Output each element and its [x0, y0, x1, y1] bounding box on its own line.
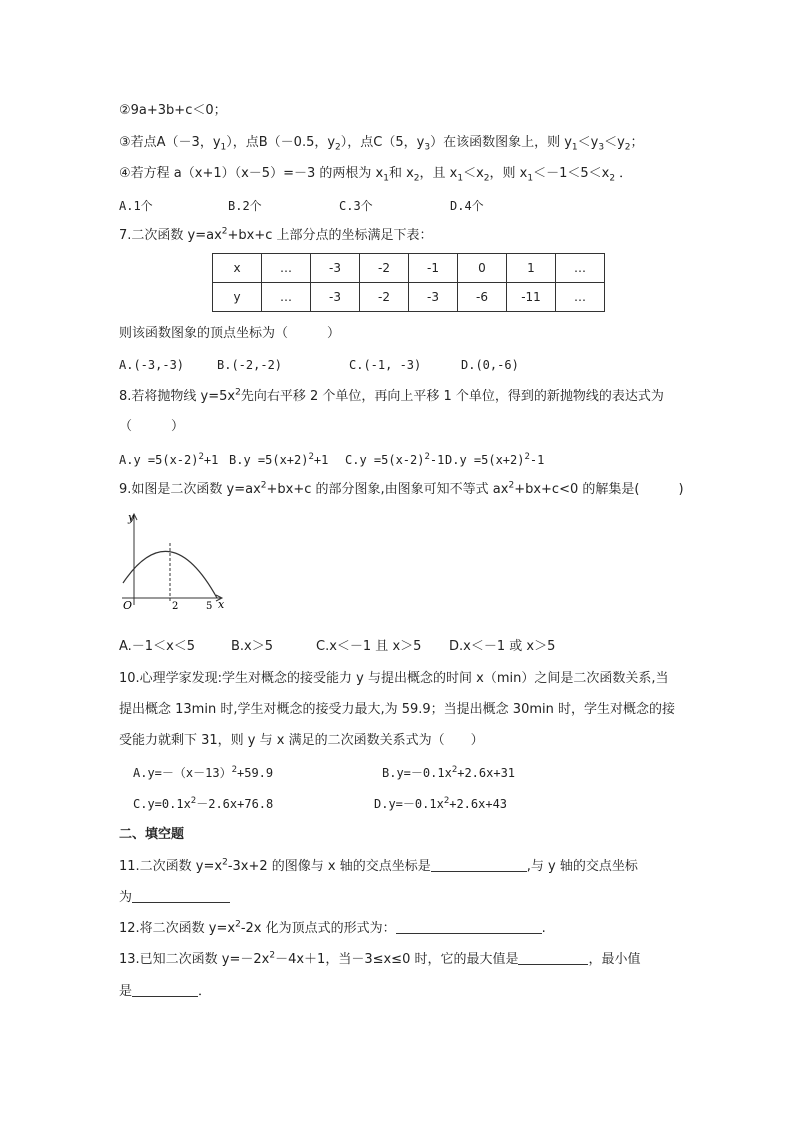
table-cell: 1 [507, 254, 556, 283]
q13-stem-cont [119, 982, 211, 1001]
table-cell: … [556, 254, 605, 283]
q11-stem-cont [119, 888, 230, 907]
subscript: 1 [527, 173, 534, 184]
text-part: -1 [529, 453, 545, 467]
text-part: D.y=－0.1x [374, 797, 444, 811]
answer-blank-x-intercept[interactable] [431, 857, 527, 872]
tick-label-root: 5 [206, 601, 213, 612]
q10-line-2: 提出概念 13min 时,学生对概念的接受力最大,为 59.9；当提出概念 30min 时，学生对概念的接 [119, 702, 675, 717]
q10-line-3: 受能力就剩下 31，则 y 与 x 满足的二次函数关系式为（ ） [119, 733, 484, 748]
q8-option-c[interactable] [345, 451, 444, 469]
statement-number: ④ [119, 166, 131, 181]
q7-option-a[interactable]: A.(-3,-3) [119, 358, 185, 372]
q11-stem [119, 857, 638, 876]
table-cell: -2 [360, 283, 409, 312]
text-part: 12.将二次函数 y=x [119, 921, 236, 936]
text-part: 是 [119, 984, 133, 999]
statement-4 [119, 165, 632, 183]
subscript: 1 [220, 142, 227, 153]
subscript: 3 [598, 142, 605, 153]
q9-parabola-graph [118, 510, 230, 616]
statement-2 [119, 102, 227, 120]
text-part: 9.如图是二次函数 y=ax [119, 482, 261, 497]
q10-line-1: 10.心理学家发现:学生对概念的接受能力 y 与提出概念的时间 x（min）之间是二次函数关系,当 [119, 671, 669, 686]
q9-option-a[interactable]: A.－1＜x＜5 [119, 639, 196, 654]
superscript: 2 [269, 950, 276, 961]
text-part: ）在该函数图象上，则 y [430, 135, 572, 150]
table-cell: -11 [507, 283, 556, 312]
text-part: 11.二次函数 y=x [119, 859, 223, 874]
text-part: ），点C（5，y [340, 135, 425, 150]
q6-option-d[interactable]: D.4个 [450, 199, 484, 213]
subscript: 2 [609, 173, 616, 184]
text-part: C.y =5(x-2) [345, 453, 425, 467]
text-part: 和 x [388, 166, 414, 181]
q8-option-a[interactable] [119, 451, 218, 469]
text-part: ，最小值 [588, 952, 641, 967]
text-part: －4x＋1，当－3≤x≤0 时，它的最大值是 [275, 952, 519, 967]
superscript: 2 [235, 919, 241, 930]
subscript: 2 [413, 173, 420, 184]
text-part: +59.9 [237, 766, 274, 780]
superscript: 2 [190, 796, 197, 806]
q10-option-d[interactable] [374, 795, 507, 813]
text-part: +2.6x+31 [457, 766, 516, 780]
text-part: ； [630, 135, 644, 150]
text-part: ＜y [604, 135, 625, 150]
superscript: 2 [451, 765, 458, 775]
q13-stem [119, 950, 641, 969]
text-part: －2.6x+76.8 [196, 797, 274, 811]
text-part: 13.已知二次函数 y=－2x [119, 952, 270, 967]
table-cell: … [262, 283, 311, 312]
q12-stem [119, 919, 546, 938]
answer-blank-min-value[interactable] [132, 982, 198, 997]
text-part: +2.6x+43 [449, 797, 508, 811]
text-part: 为 [119, 890, 133, 905]
text-part: B.y=－0.1x [382, 766, 452, 780]
text-part: -2x 化为顶点式的形式为： [240, 921, 396, 936]
text-part: C.y=0.1x [133, 797, 191, 811]
text-part: +1 [313, 453, 329, 467]
table-cell: -3 [311, 254, 360, 283]
q8-option-b[interactable] [229, 451, 328, 469]
text-part: ＜－1＜5＜x [533, 166, 610, 181]
subscript: 3 [424, 142, 431, 153]
q7-question: 则该函数图象的顶点坐标为（ ） [119, 326, 341, 341]
q6-option-b[interactable]: B.2个 [228, 199, 262, 213]
y-label: y [128, 511, 135, 524]
superscript: 2 [424, 452, 430, 462]
q10-option-c[interactable] [133, 795, 273, 813]
q6-option-c[interactable]: C.3个 [339, 199, 373, 213]
q7-option-d[interactable]: D.(0,-6) [461, 358, 519, 372]
tick-label-vertex: 2 [172, 601, 179, 612]
text-part: +bx+c 的部分图象,由图象可知不等式 ax [266, 482, 509, 497]
statement-number: ③ [119, 135, 131, 150]
superscript: 2 [222, 857, 228, 868]
q8-stem [119, 388, 664, 406]
text-part: ，且 x [419, 166, 458, 181]
q10-option-b[interactable] [382, 764, 515, 782]
text-part: ． [198, 984, 212, 999]
text-part: 若点A（－3，y [130, 135, 221, 150]
statement-text: 9a+3b+c＜0； [130, 103, 227, 118]
table-cell: -6 [458, 283, 507, 312]
table-cell: -2 [360, 254, 409, 283]
q7-option-c[interactable]: C.(-1, -3) [349, 358, 422, 372]
superscript: 2 [221, 226, 228, 237]
q9-option-c[interactable]: C.x＜－1 且 x＞5 [316, 639, 422, 654]
superscript: 2 [235, 387, 241, 398]
answer-blank-y-intercept[interactable] [132, 888, 230, 903]
subscript: 1 [383, 173, 389, 184]
table-cell: x [213, 254, 262, 283]
q7-option-b[interactable]: B.(-2,-2) [217, 358, 283, 372]
origin-label: O [123, 599, 133, 612]
subscript: 1 [571, 142, 578, 153]
q8-answer-paren: （ ） [119, 419, 185, 434]
table-cell: -3 [409, 283, 458, 312]
answer-blank-max-value[interactable] [518, 950, 588, 965]
table-cell: y [213, 283, 262, 312]
superscript: 2 [308, 452, 314, 462]
superscript: 2 [524, 452, 530, 462]
superscript: 2 [443, 796, 450, 806]
table-cell: -3 [311, 283, 360, 312]
superscript: 2 [198, 452, 204, 462]
subscript: 2 [483, 173, 490, 184]
table-cell: 0 [458, 254, 507, 283]
text-part: 先向右平移 2 个单位，再向上平移 1 个单位，得到的新抛物线的表达式为 [240, 389, 664, 404]
text-part: 8.若将抛物线 y=5x [119, 389, 236, 404]
text-part: A.y=－（x－13） [133, 766, 232, 780]
text-part: ＜y [577, 135, 599, 150]
table-cell: … [262, 254, 311, 283]
q9-stem [119, 481, 684, 499]
superscript: 2 [231, 765, 237, 775]
text-part: ． [615, 166, 633, 181]
text-part: ,与 y 轴的交点坐标 [526, 859, 638, 874]
superscript: 2 [508, 480, 515, 491]
text-part: 若方程 a（x+1）（x－5）=－3 的两根为 x [130, 166, 384, 181]
text-part: +1 [203, 453, 219, 467]
q7-stem [119, 227, 433, 245]
q8-option-d[interactable] [445, 451, 544, 469]
text-part: +bx+c<0 的解集是( ) [514, 482, 684, 497]
table-row-y [213, 283, 605, 312]
superscript: 2 [260, 480, 267, 491]
subscript: 2 [624, 142, 631, 153]
q9-option-d[interactable]: D.x＜－1 或 x＞5 [449, 639, 556, 654]
text-part: ，则 x [489, 166, 528, 181]
subscript: 1 [457, 173, 464, 184]
table-row-x [213, 254, 605, 283]
table-cell: … [556, 283, 605, 312]
q7-value-table [212, 253, 605, 312]
q6-option-a[interactable]: A.1个 [119, 199, 153, 213]
text-part: -3x+2 的图像与 x 轴的交点坐标是 [227, 859, 431, 874]
q9-option-b[interactable]: B.x＞5 [231, 639, 274, 654]
text-part: -1 [429, 453, 445, 467]
q10-option-a[interactable] [133, 764, 273, 782]
text-part: ），点B（－0.5，y [226, 135, 336, 150]
answer-blank-vertex-form[interactable] [396, 919, 542, 934]
subscript: 2 [335, 142, 341, 153]
text-part: D.y =5(x+2) [445, 453, 525, 467]
table-cell: -1 [409, 254, 458, 283]
text-part: 7.二次函数 y=ax [119, 228, 222, 243]
text-part: B.y =5(x+2) [229, 453, 309, 467]
statement-3 [119, 134, 644, 152]
text-part: +bx+c 上部分点的坐标满足下表： [227, 228, 433, 243]
section-heading-fill-in: 二、填空题 [119, 827, 185, 842]
text-part: A.y =5(x-2) [119, 453, 199, 467]
x-label: x [218, 598, 225, 611]
statement-number: ② [119, 103, 131, 118]
text-part: ＜x [463, 166, 484, 181]
text-part: . [541, 921, 546, 936]
